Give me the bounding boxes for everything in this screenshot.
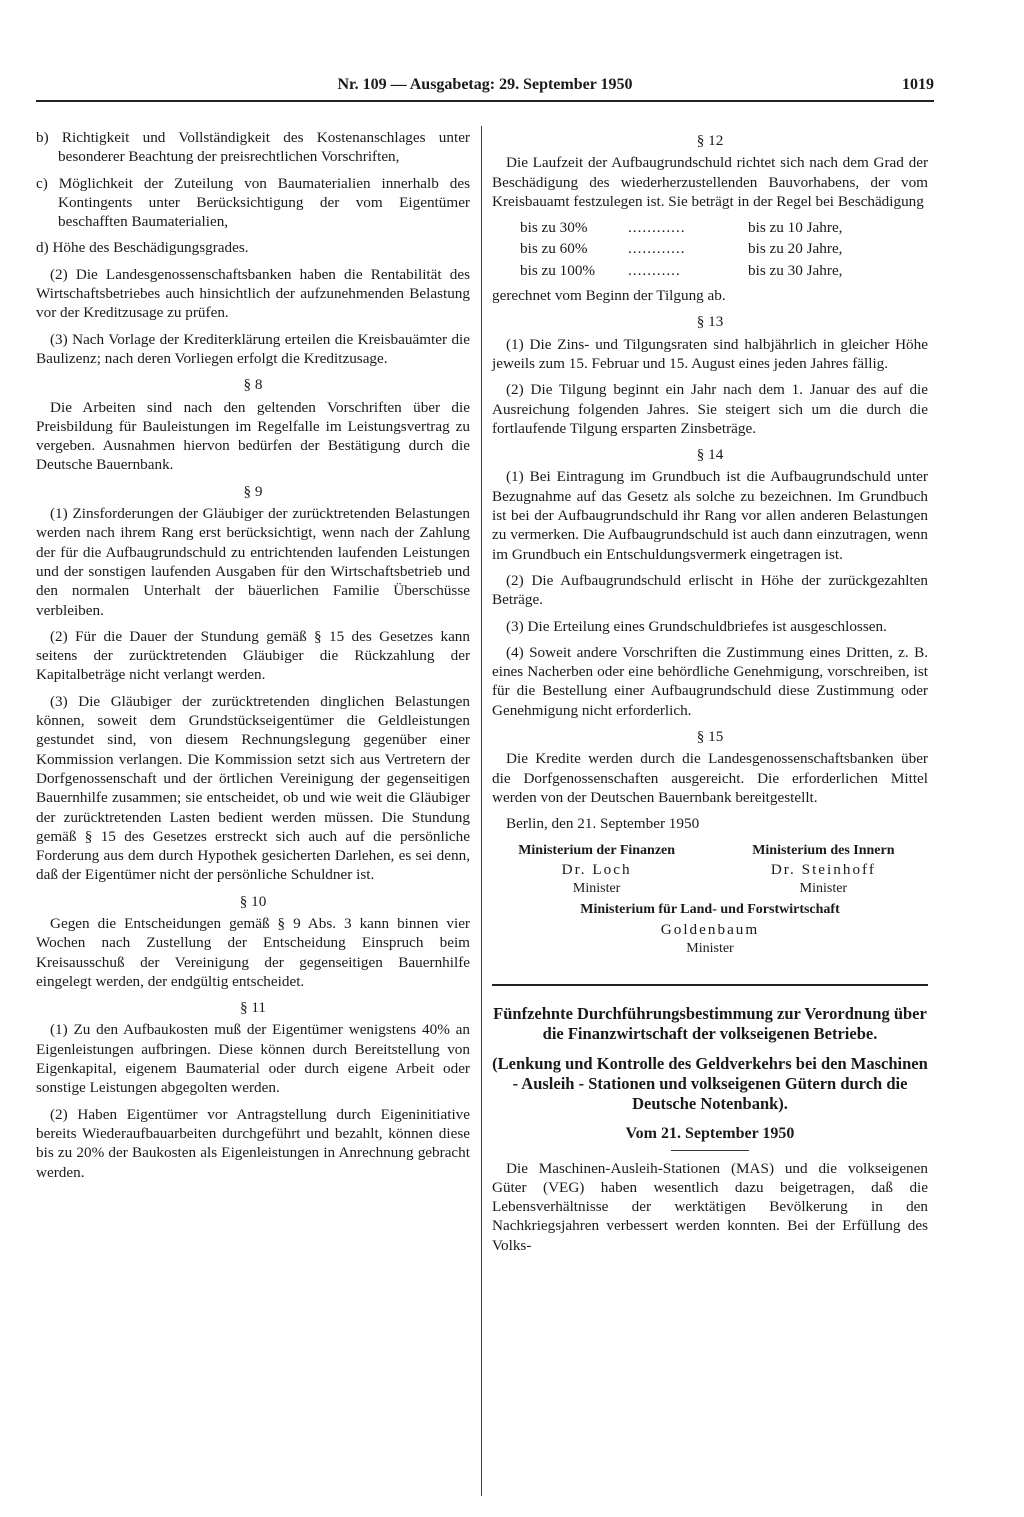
section-10-text: Gegen die Entscheidungen gemäß § 9 Abs. 3 kann binnen vier Wochen nach Zustellung der Entscheidung Einspruch beim Kreisausschuß der Vereinigung der gegenseitigen Bauernhilfe eingelegt werden, der endgültig entscheidet. [36, 914, 470, 990]
signature-agriculture [492, 900, 928, 958]
rate-dots: ............ [628, 219, 686, 237]
section-9-paragraph-3: (3) Die Gläubiger der zurücktretenden dinglichen Belastungen können, soweit dem Grundstückseigentümer die Geldleistungen gestundet sind, von diesem Rechnungslegung gegenüber einer Kommission verlangen. Die Kommission setzt sich aus Vertretern der Dorfgenossenschaft und der örtlichen Vereinigung der gegenseitigen Bauernhilfe zusammen; sie entscheidet, ob und wie weit die Gläubiger der zurücktretenden Lasten bedient werden müssen. Die Stundung gemäß § 15 des Gesetzes erstreckt sich auch auf die persönliche Forderung aus dem durch Hypothek gesicherten Darlehen, es sei denn, daß der Eigentümer nicht der persönliche Schuldner ist. [36, 692, 470, 884]
page-number: 1019 [902, 76, 934, 93]
ministry-label: Ministerium der Finanzen [518, 842, 676, 858]
section-14-paragraph-3: (3) Die Erteilung eines Grundschuldbriefes ist ausgeschlossen. [506, 617, 887, 635]
paragraph-3: (3) Nach Vorlage der Krediterklärung erteilen die Kreisbauämter die Baulizenz; nach deren Vorliegen erfolgt die Kreditzusage. [36, 330, 470, 367]
issue-line: Nr. 109 — Ausgabetag: 29. September 1950 [337, 76, 633, 93]
rate-row [520, 261, 928, 280]
rate-term: bis zu 30 Jahre, [748, 261, 843, 279]
rate-dots: ........... [628, 261, 681, 279]
section-13-paragraph-2: (2) Die Tilgung beginnt ein Jahr nach dem 1. Januar des auf die Ausreichung folgenden Jahres. Sie steigert sich um die durch die fortlaufende Tilgung ersparten Zinsbeträge. [492, 381, 928, 437]
signatory-name: Dr. Loch [561, 860, 632, 878]
section-15-heading: § 15 [696, 728, 724, 746]
rate-term: bis zu 20 Jahre, [748, 240, 843, 258]
signatory-role: Minister [686, 940, 734, 956]
regulation-title: Fünfzehnte Durchführungsbestimmung zur Verordnung über die Finanzwirtschaft der volkseigenen Betriebe. [493, 1004, 927, 1044]
signatory-name: Dr. Steinhoff [770, 860, 876, 878]
regulation-date: Vom 21. September 1950 [625, 1125, 795, 1143]
signatory-role: Minister [799, 881, 848, 897]
item-b: b) Richtigkeit und Vollständigkeit des Kostenanschlages unter besonderer Beachtung der preisrechtlichen Vorschriften, [36, 129, 470, 166]
left-column [36, 128, 470, 1189]
section-14-paragraph-4: (4) Soweit andere Vorschriften die Zustimmung eines Dritten, z. B. eines Nacherben oder eine behördliche Genehmigung, vorschreiben, ist für die Bestellung einer Aufbaugrundschuld diese Zustimmung oder Genehmigung nicht erforderlich. [492, 643, 928, 719]
signature-interior [719, 841, 928, 899]
section-14-paragraph-2: (2) Die Aufbaugrundschuld erlischt in Höhe der zurückgezahlten Beträge. [492, 571, 928, 609]
short-rule [671, 1150, 749, 1151]
section-12-heading: § 12 [696, 132, 724, 149]
place-date: Berlin, den 21. September 1950 [506, 815, 700, 833]
ministry-label: Ministerium des Innern [752, 842, 895, 858]
section-11-paragraph-1: (1) Zu den Aufbaukosten muß der Eigentümer wenigstens 40% an Eigenleistungen aufbringen. Diese können durch Bereitstellung von Eigenkapital, eigenem Baumaterial oder durch eigene Arbeit oder sonstige Leistungen abgegolten werden. [36, 1021, 470, 1097]
section-14-paragraph-1: (1) Bei Eintragung im Grundbuch ist die Aufbaugrundschuld unter Bezugnahme auf das Gesetz als solche zu bezeichnen. Im Grundbuch ist bei der Aufbaugrundschuld ihr Rang vor allen anderen Belastungen zu vermerken. Die Aufbaugrundschuld ist auch dann einzutragen, wenn im Grundbuch ein Entschuldungsvermerk eingetragen ist. [492, 468, 928, 563]
rate-damage: bis zu 30% [520, 219, 588, 237]
section-12-after: gerechnet vom Beginn der Tilgung ab. [492, 287, 726, 305]
section-9-paragraph-1: (1) Zinsforderungen der Gläubiger der zurücktretenden Belastungen werden nach ihrem Rang erst berücksichtigt, wenn nach der Zahlung der für die Aufbaugrundschuld zu entrichtenden laufenden Leistungen und der sonstigen laufenden Ausgaben für den Wirtschaftsbetrieb und den normalen Unterhalt der bäuerlichen Familie Überschüsse verbleiben. [36, 505, 470, 619]
section-8-heading: § 8 [243, 376, 263, 394]
section-10-heading: § 10 [239, 892, 267, 910]
rate-damage: bis zu 60% [520, 240, 588, 258]
signatory-name: Goldenbaum [660, 920, 760, 938]
page-header [36, 72, 934, 102]
rate-dots: ............ [628, 240, 686, 258]
section-8-text: Die Arbeiten sind nach den geltenden Vorschriften über die Preisbildung für Bauleistungen im Regelfalle im Leistungsvertrag zu vergeben. Ausnahmen hiervon bedürfen der Bestätigung durch die Deutsche Bauernbank. [36, 398, 470, 474]
section-15-text: Die Kredite werden durch die Landesgenossenschaftsbanken über die Dorfgenossenschaften ausgereicht. Die erforderlichen Mittel werden von der Deutschen Bauernbank bereitgestellt. [492, 750, 928, 806]
rate-term: bis zu 10 Jahre, [748, 219, 843, 237]
item-c: c) Möglichkeit der Zuteilung von Baumaterialien innerhalb des Kontingents unter Berücksichtigung der vom Eigentümer beschafften Baumaterialien, [36, 174, 470, 231]
section-11-heading: § 11 [239, 999, 266, 1017]
right-column [492, 128, 928, 1262]
signature-finance [492, 841, 701, 899]
section-13-heading: § 13 [696, 313, 724, 331]
section-9-heading: § 9 [243, 482, 263, 500]
section-9-paragraph-2: (2) Für die Dauer der Stundung gemäß § 15 des Gesetzes kann seitens der zurücktretenden Gläubiger die Rückzahlung der Kapitalbeträge nicht verlangt werden. [36, 627, 470, 684]
section-14-heading: § 14 [696, 446, 724, 464]
section-13-paragraph-1: (1) Die Zins- und Tilgungsraten sind halbjährlich in gleicher Höhe jeweils zum 15. Februar und 15. August eines jeden Jahres fällig. [492, 335, 928, 372]
signatures-row [492, 841, 928, 899]
section-divider [492, 984, 928, 986]
header-rule [36, 100, 934, 102]
section-12-text: Die Laufzeit der Aufbaugrundschuld richtet sich nach dem Grad der Beschädigung des wiederherzustellenden Bauvorhabens, der vom Kreisbauamt festzulegen ist. Sie beträgt in der Regel bei Beschädigung [492, 154, 928, 210]
signatory-role: Minister [572, 881, 621, 897]
regulation-text: Die Maschinen-Ausleih-Stationen (MAS) und die volkseigenen Güter (VEG) haben wesentlich dazu beigetragen, daß die Lebensverhältnisse der werktätigen Bevölkerung in den Nachkriegsjahren verbessert werden konnten. Bei der Erfüllung des Volks- [492, 1159, 928, 1254]
regulation-subtitle: (Lenkung und Kontrolle des Geldverkehrs bei den Maschinen - Ausleih - Stationen und volkseigenen Gütern durch die Deutsche Notenbank). [492, 1054, 928, 1114]
item-d: d) Höhe des Beschädigungsgrades. [36, 239, 249, 257]
paragraph-2: (2) Die Landesgenossenschaftsbanken haben die Rentabilität des Wirtschaftsbetriebes auch hinsichtlich der aufzunehmenden Belastung vor der Kreditzusage zu prüfen. [36, 265, 470, 322]
column-divider [481, 126, 482, 1496]
rate-damage: bis zu 100% [520, 261, 596, 279]
rate-row [520, 218, 928, 237]
rate-row [520, 239, 928, 258]
section-11-paragraph-2: (2) Haben Eigentümer vor Antragstellung durch Eigeninitiative bereits Wiederaufbauarbeiten durchgeführt und bezahlt, können diese bis zu 20% der Baukosten als Eigenleistungen in Anrechnung gebracht werden. [36, 1105, 470, 1181]
ministry-label: Ministerium für Land- und Forstwirtschaft [580, 902, 840, 918]
